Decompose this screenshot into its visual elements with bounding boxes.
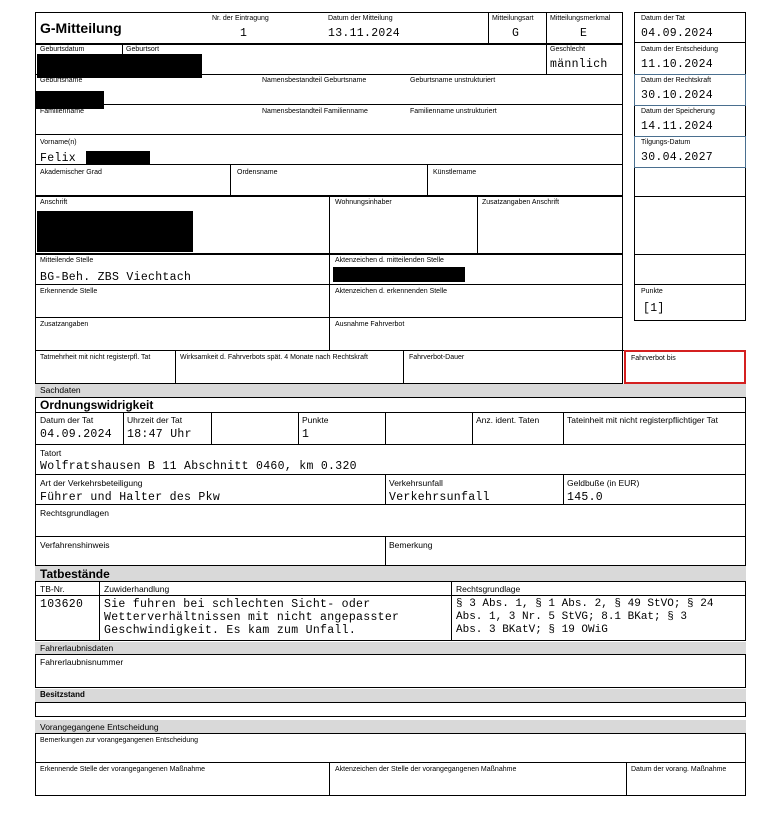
datum-tat-right-label: Datum der Tat [641, 15, 685, 22]
zusatzangaben-label: Zusatzangaben [40, 321, 89, 328]
geldbusse-label: Geldbuße (in EUR) [567, 478, 640, 488]
zuwiderhandlung-line-3: Geschwindigkeit. Es kam zum Unfall. [104, 624, 357, 637]
bemerkung-label: Bemerkung [389, 540, 433, 550]
mitteilende-stelle-label: Mitteilende Stelle [40, 257, 94, 264]
rechtsgrundlagen-label: Rechtsgrundlagen [40, 508, 109, 518]
geschlecht-value: männlich [550, 58, 608, 71]
familienname-unstrukturiert-label: Familienname unstrukturiert [410, 108, 497, 115]
datum-rechtskraft-value: 30.10.2024 [641, 89, 714, 102]
mitteilungsart-value: G [512, 27, 520, 40]
besitzstand-band [35, 689, 746, 702]
datum-tat-label: Datum der Tat [40, 415, 94, 425]
tatbestaende-band [35, 566, 746, 581]
verkehrsunfall-value: Verkehrsunfall [389, 491, 490, 504]
datum-entscheidung-label: Datum der Entscheidung [641, 46, 719, 53]
verkehrsbeteiligung-label: Art der Verkehrsbeteiligung [40, 478, 143, 488]
besitzstand-box [35, 702, 746, 717]
rechtsgrundlage-line-1: § 3 Abs. 1, § 1 Abs. 2, § 49 StVO; § 24 [456, 598, 714, 610]
redacted-aktenzeichen [333, 267, 465, 282]
mitteilungsmerkmal-label: Mitteilungsmerkmal [550, 15, 611, 22]
tateinheit-label: Tateinheit mit nicht registerpflichtiger Tat [567, 415, 719, 425]
zuwiderhandlung-label: Zuwiderhandlung [104, 584, 170, 594]
besitzstand-title: Besitzstand [40, 690, 85, 699]
vorangegangene-entscheidung-title: Vorangegangene Entscheidung [40, 722, 159, 732]
rechtsgrundlage-label: Rechtsgrundlage [456, 584, 521, 594]
tatort-value: Wolfratshausen B 11 Abschnitt 0460, km 0.320 [40, 460, 357, 473]
punkte-right-value: [1] [643, 302, 665, 315]
punkte-value: 1 [302, 428, 310, 441]
tbnr-value: 103620 [40, 598, 84, 611]
datum-rechtskraft-label: Datum der Rechtskraft [641, 77, 712, 84]
punkte-right-label: Punkte [641, 288, 663, 295]
uhrzeit-tat-value: 18:47 Uhr [127, 428, 192, 441]
fahrerlaubnis-box [35, 654, 746, 688]
tilgungs-datum-label: Tilgungs-Datum [641, 139, 691, 146]
namensbestandteil-geburtsname-label: Namensbestandteil Geburtsname [262, 77, 367, 84]
fahrerlaubnisnummer-label: Fahrerlaubnisnummer [40, 657, 124, 667]
tbnr-label: TB-Nr. [40, 584, 65, 594]
vorname-label: Vorname(n) [40, 139, 77, 146]
fahrerlaubnisdaten-title: Fahrerlaubnisdaten [40, 643, 114, 653]
az-erkennende-label: Aktenzeichen d. erkennenden Stelle [335, 288, 448, 295]
uhrzeit-tat-label: Uhrzeit der Tat [127, 415, 183, 425]
datum-speicherung-label: Datum der Speicherung [641, 108, 715, 115]
datum-vorangegangen-label: Datum der vorang. Maßnahme [631, 766, 727, 773]
anz-ident-taten-label: Anz. ident. Taten [476, 415, 540, 425]
geburtsort-label: Geburtsort [126, 46, 160, 53]
datum-speicherung-value: 14.11.2024 [641, 120, 714, 133]
verkehrsbeteiligung-value: Führer und Halter des Pkw [40, 491, 221, 504]
verfahrenshinweis-label: Verfahrenshinweis [40, 540, 110, 550]
erkennende-stelle-label: Erkennende Stelle [40, 288, 98, 295]
wohnungsinhaber-label: Wohnungsinhaber [335, 199, 392, 206]
verkehrsunfall-label: Verkehrsunfall [389, 478, 443, 488]
tatbestaende-title: Tatbestände [40, 567, 110, 581]
mitteilende-stelle-value: BG-Beh. ZBS Viechtach [40, 271, 192, 284]
datum-tat-value: 04.09.2024 [40, 428, 113, 441]
zusatzangaben-anschrift-label: Zusatzangaben Anschrift [482, 199, 560, 206]
az-mitteilende-label: Aktenzeichen d. mitteilenden Stelle [335, 257, 444, 264]
sachdaten-band [35, 384, 746, 397]
fahrverbot-bis-label: Fahrverbot bis [631, 355, 676, 362]
punkte-label: Punkte [302, 415, 329, 425]
geburtsname-unstrukturiert-label: Geburtsname unstrukturiert [410, 77, 496, 84]
datum-entscheidung-value: 11.10.2024 [641, 58, 714, 71]
tatort-label: Tatort [40, 448, 62, 458]
mitteilungsart-label: Mitteilungsart [492, 15, 534, 22]
vorname-value: Felix [40, 152, 77, 165]
sachdaten-label: Sachdaten [40, 385, 81, 395]
rechtsgrundlage-line-2: Abs. 1, 3 Nr. 5 StVG; 8.1 BKat; § 3 [456, 611, 688, 623]
geburtsdatum-label: Geburtsdatum [40, 46, 85, 53]
geldbusse-value: 145.0 [567, 491, 604, 504]
rechtsgrundlage-line-3: Abs. 3 BKatV; § 19 OWiG [456, 624, 608, 636]
geburtsname-label: Geburtsname [40, 77, 83, 84]
wirksamkeit-label: Wirksamkeit d. Fahrverbots spät. 4 Monate nach Rechtskraft [180, 354, 368, 361]
geschlecht-label: Geschlecht [550, 46, 586, 53]
kuenstlername-label: Künstlername [433, 169, 477, 176]
redacted-anschrift [37, 211, 193, 252]
mitteilungsmerkmal-value: E [580, 27, 588, 40]
akademischer-grad-label: Akademischer Grad [40, 169, 102, 176]
familienname-label: Familienname [40, 108, 84, 115]
nr-eintragung-value: 1 [240, 27, 248, 40]
redacted-geburtsname [35, 91, 104, 109]
datum-mitteilung-label: Datum der Mitteilung [328, 15, 393, 22]
anschrift-label: Anschrift [40, 199, 68, 206]
nr-eintragung-label: Nr. der Eintragung [212, 15, 269, 22]
fahrverbot-dauer-label: Fahrverbot-Dauer [409, 354, 465, 361]
zuwiderhandlung-line-2: Wetterverhältnissen mit nicht angepasster [104, 611, 400, 624]
datum-tat-right-value: 04.09.2024 [641, 27, 714, 40]
fahrerlaubnis-band [35, 642, 746, 654]
form-title: G-Mitteilung [40, 20, 122, 36]
namensbestandteil-familienname-label: Namensbestandteil Familienname [262, 108, 368, 115]
zuwiderhandlung-line-1: Sie fuhren bei schlechten Sicht- oder [104, 598, 371, 611]
aktenzeichen-vorangegangen-label: Aktenzeichen der Stelle der vorangegangenen Maßnahme [335, 766, 517, 773]
ordensname-label: Ordensname [237, 169, 278, 176]
bemerkungen-vorangegangen-label: Bemerkungen zur vorangegangenen Entscheidung [40, 737, 199, 744]
redacted-vorname [86, 151, 150, 164]
datum-mitteilung-value: 13.11.2024 [328, 27, 401, 40]
ausnahme-fahrverbot-label: Ausnahme Fahrverbot [335, 321, 405, 328]
ordnungswidrigkeit-title: Ordnungswidrigkeit [40, 398, 154, 412]
tatmehrheit-label: Tatmehrheit mit nicht registerpfl. Tat [40, 354, 151, 361]
tilgungs-datum-value: 30.04.2027 [641, 151, 714, 164]
erkennende-stelle-vorangegangen-label: Erkennende Stelle der vorangegangenen Maßnahme [40, 766, 206, 773]
